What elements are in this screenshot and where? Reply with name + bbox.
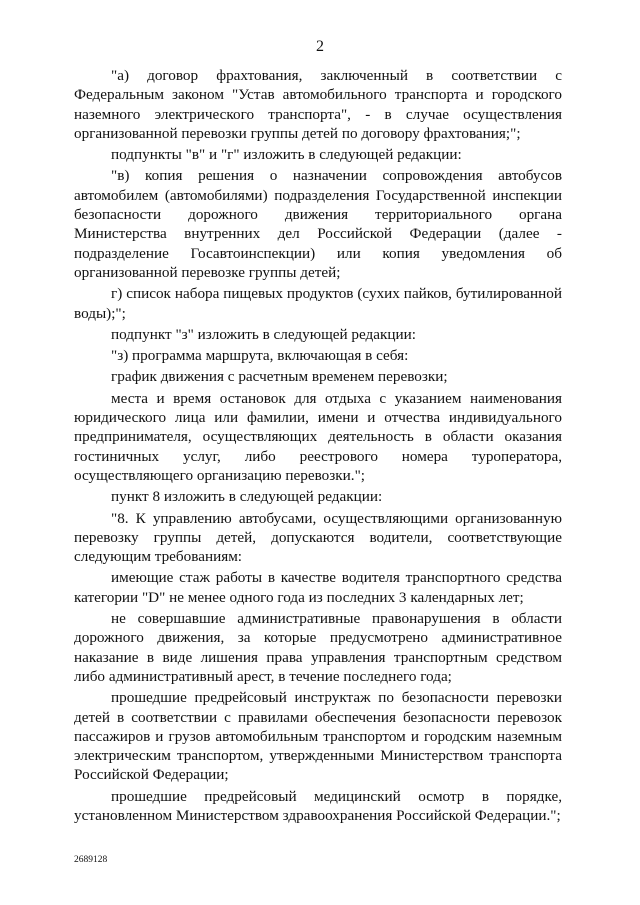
paragraph: график движения с расчетным временем перевозки; [111, 368, 448, 386]
paragraph: подпункты "в" и "г" изложить в следующей редакции: [111, 146, 462, 164]
paragraph: г) список набора пищевых продуктов (сухих пайков, бутилированной воды);"; [74, 285, 562, 322]
document-body [74, 66, 562, 825]
paragraph: не совершавшие административные правонарушения в области дорожного движения, за которые предусмотрено административное наказание в виде лишения права управления транспортным средством либо административный арест, в течение последнего года; [74, 610, 562, 685]
paragraph: "з) программа маршрута, включающая в себя: [111, 347, 409, 365]
paragraph: "в) копия решения о назначении сопровождения автобусов автомобилем (автомобилями) подразделения Государственной инспекции безопасности дорожного движения территориального органа Министерства внутренних дел Российской Федерации (далее - подразделение Госавтоинспекции) или копия уведомления об организованной перевозке группы детей; [74, 167, 562, 281]
paragraph: "а) договор фрахтования, заключенный в соответствии с Федеральным законом "Устав автомобильного транспорта и городского наземного электрического транспорта", - в случае осуществления организованной перевозки группы детей по договору фрахтования;"; [74, 67, 562, 142]
paragraph: подпункт "з" изложить в следующей редакции: [111, 325, 417, 343]
page-number: 2 [316, 38, 324, 55]
paragraph: прошедшие предрейсовый медицинский осмотр в порядке, установленном Министерством здравоохранения Российской Федерации."; [74, 787, 562, 824]
paragraph: имеющие стаж работы в качестве водителя транспортного средства категории "D" не менее одного года из последних 3 календарных лет; [74, 569, 562, 606]
paragraph: "8. К управлению автобусами, осуществляющими организованную перевозку группы детей, допускаются водители, соответствующие следующим требованиям: [74, 509, 562, 566]
paragraph: пункт 8 изложить в следующей редакции: [111, 488, 383, 506]
paragraph: прошедшие предрейсовый инструктаж по безопасности перевозки детей в соответствии с правилами обеспечения безопасности перевозок пассажиров и грузов автомобильным транспортом и городским наземным электрическим транспортом, утвержденными Министерством транспорта Российской Федерации; [74, 689, 562, 784]
document-code: 2689128 [74, 855, 108, 865]
paragraph: места и время остановок для отдыха с указанием наименования юридического лица или фамилии, имени и отчества индивидуального предпринимателя, осуществляющих деятельность в области оказания гостиничных услуг, либо реестрового номера туроператора, осуществляющего организацию перевозки."; [74, 389, 562, 484]
